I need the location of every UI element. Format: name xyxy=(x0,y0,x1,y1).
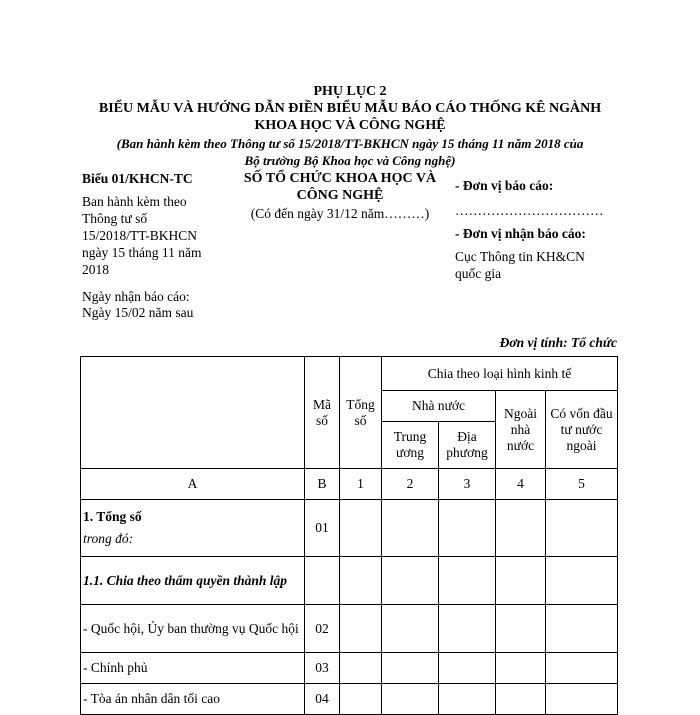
table-row xyxy=(81,557,618,605)
data-cell xyxy=(382,500,439,557)
header-state: Nhà nước xyxy=(382,391,496,422)
table-row xyxy=(81,653,618,684)
header-total-line: Tổng xyxy=(346,396,375,412)
header-local xyxy=(439,422,496,469)
data-cell xyxy=(439,605,496,653)
receiving-unit-line2: quốc gia xyxy=(455,266,502,281)
row-code: 04 xyxy=(305,684,340,715)
header-non-state-line: nhà xyxy=(510,421,531,437)
form-code: Biểu 01/KHCN-TC xyxy=(82,171,193,186)
row-label: - Chính phủ xyxy=(81,653,305,684)
data-cell xyxy=(496,605,546,653)
header-total-line: số xyxy=(354,412,367,428)
row-label: 1.1. Chia theo thẩm quyền thành lập xyxy=(81,557,305,605)
table-row xyxy=(81,684,618,715)
data-cell xyxy=(382,605,439,653)
document-title-line1: BIỂU MẪU VÀ HƯỚNG DẪN ĐIỀN BIỂU MẪU BÁO CÁO THỐNG KÊ NGÀNH xyxy=(98,101,602,116)
row-code: 02 xyxy=(305,605,340,653)
issued-line: Thông tư số xyxy=(82,211,148,226)
header-total xyxy=(340,357,382,469)
row-label: - Tòa án nhân dân tối cao xyxy=(81,684,305,715)
reporting-unit-label: - Đơn vị báo cáo: xyxy=(455,178,554,193)
header-code-line: Mã xyxy=(313,396,331,412)
header-code xyxy=(305,357,340,469)
receiving-unit-label: - Đơn vị nhận báo cáo: xyxy=(455,226,586,241)
unit-note: Đơn vị tính: Tổ chức xyxy=(499,335,617,350)
header-non-state-line: nước xyxy=(506,437,535,453)
header-blank-cell xyxy=(81,357,305,469)
data-cell xyxy=(439,653,496,684)
document-subtitle-line1: (Ban hành kèm theo Thông tư số 15/2018/TT-BKHCN ngày 15 tháng 11 năm 2018 của xyxy=(116,136,584,151)
row-code: 01 xyxy=(305,500,340,557)
statistics-table xyxy=(80,356,618,715)
data-cell xyxy=(546,605,618,653)
report-title-line1: SỐ TỔ CHỨC KHOA HỌC VÀ xyxy=(243,171,437,186)
document-title-line2: KHOA HỌC VÀ CÔNG NGHỆ xyxy=(254,118,446,133)
data-cell xyxy=(496,500,546,557)
index-cell: 5 xyxy=(546,469,618,500)
data-cell xyxy=(496,557,546,605)
issued-line: 2018 xyxy=(82,262,109,277)
receive-date-label: Ngày nhận báo cáo: xyxy=(82,289,190,304)
data-cell xyxy=(439,500,496,557)
header-central-line: ương xyxy=(396,445,424,460)
header-central-line: Trung xyxy=(393,429,427,444)
data-cell xyxy=(340,500,382,557)
data-cell xyxy=(340,653,382,684)
document-subtitle-line2: Bộ trưởng Bộ Khoa học và Công nghệ) xyxy=(244,153,456,168)
row-label: - Quốc hội, Ủy ban thường vụ Quốc hội xyxy=(81,605,305,653)
data-cell xyxy=(340,684,382,715)
header-non-state-line: Ngoài xyxy=(504,405,537,421)
data-cell xyxy=(546,653,618,684)
receive-date-value: Ngày 15/02 năm sau xyxy=(82,305,194,320)
data-cell xyxy=(382,653,439,684)
header-foreign-line: tư nước xyxy=(560,421,603,437)
data-cell xyxy=(382,557,439,605)
issued-by-note xyxy=(82,193,232,278)
data-cell xyxy=(340,605,382,653)
header-non-state xyxy=(496,391,546,469)
receiving-unit-line1: Cục Thông tin KH&CN xyxy=(455,249,585,264)
table-row xyxy=(81,605,618,653)
index-cell: 1 xyxy=(340,469,382,500)
row-code xyxy=(305,557,340,605)
header-local-line: phương xyxy=(446,445,488,460)
data-cell xyxy=(546,684,618,715)
header-code-line: số xyxy=(315,412,328,428)
data-cell xyxy=(496,684,546,715)
data-cell xyxy=(340,557,382,605)
header-central xyxy=(382,422,439,469)
index-cell: 4 xyxy=(496,469,546,500)
header-economic-type: Chia theo loại hình kinh tế xyxy=(382,357,618,391)
appendix-title: PHỤ LỤC 2 xyxy=(313,84,387,99)
data-cell xyxy=(382,684,439,715)
issued-line: Ban hành kèm theo xyxy=(82,194,187,209)
header-foreign-investment xyxy=(546,391,618,469)
index-cell: 2 xyxy=(382,469,439,500)
report-title-line2: CÔNG NGHỆ xyxy=(296,188,384,203)
issued-line: 15/2018/TT-BKHCN xyxy=(82,228,198,243)
index-row xyxy=(81,469,618,500)
row-label-text: 1. Tổng số xyxy=(83,509,142,524)
index-cell: B xyxy=(305,469,340,500)
data-cell xyxy=(496,653,546,684)
index-cell: A xyxy=(81,469,305,500)
header-local-line: Địa xyxy=(457,429,477,444)
header-foreign-line: Có vốn đầu xyxy=(550,405,613,421)
row-label xyxy=(81,500,305,557)
data-cell xyxy=(546,500,618,557)
row-code: 03 xyxy=(305,653,340,684)
row-label-sub: trong đó: xyxy=(83,531,134,546)
report-title xyxy=(230,170,450,204)
header-foreign-line: ngoài xyxy=(566,437,597,453)
report-date-note: (Có đến ngày 31/12 năm………) xyxy=(250,206,430,221)
data-cell xyxy=(439,684,496,715)
data-cell xyxy=(439,557,496,605)
data-cell xyxy=(546,557,618,605)
issued-line: ngày 15 tháng 11 năm xyxy=(82,245,202,260)
reporting-unit-value: …………………………… xyxy=(455,203,604,218)
table-row xyxy=(81,500,618,557)
index-cell: 3 xyxy=(439,469,496,500)
